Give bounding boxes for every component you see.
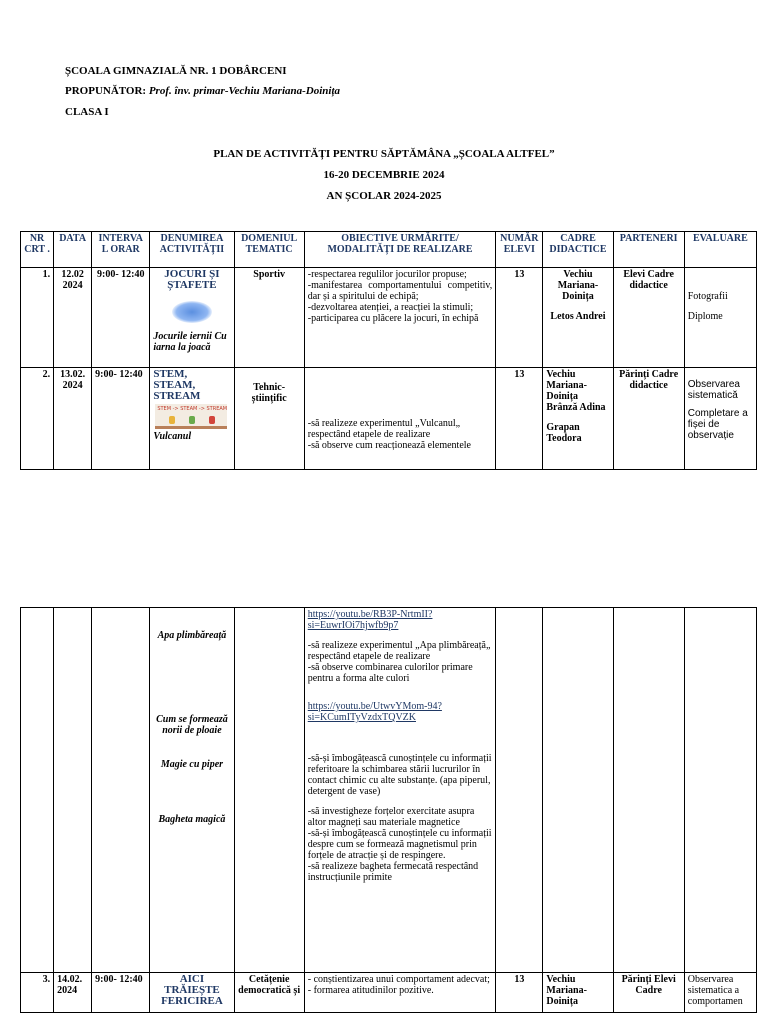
col-header-objectives: OBIECTIVE URMĂRITE/ MODALITĂȚI DE REALIZARE — [304, 232, 496, 268]
col-header-date: DATA — [54, 232, 92, 268]
table-row — [21, 608, 757, 973]
objective-item: -să realizeze bagheta fermecată respectând instrucțiunile primite — [307, 861, 479, 883]
row-domain: Cetățenie democratică și — [234, 973, 304, 1013]
activity-title: JOCURI ȘI ȘTAFETE — [164, 268, 220, 291]
evaluation-cell — [684, 368, 756, 470]
proposer-line — [65, 85, 340, 97]
plan-title: PLAN DE ACTIVITĂȚI PENTRU SĂPTĂMÂNA „ȘCOALA ALTFEL” — [213, 148, 555, 160]
col-header-teachers: CADRE DIDACTICE — [543, 232, 613, 268]
activity-subtitle: Apa plimbăreață — [157, 630, 227, 641]
row-number: 2. — [21, 368, 54, 470]
class-name: CLASA I — [65, 106, 109, 118]
row-partners: Elevi Cadre didactice — [613, 268, 684, 368]
col-header-domain: DOMENIUL TEMATIC — [234, 232, 304, 268]
table-row — [21, 368, 757, 470]
evaluation-cell — [684, 268, 756, 368]
row-date: 12.02 2024 — [54, 268, 92, 368]
objective-item: - formarea atitudinilor pozitive. — [307, 985, 434, 996]
teacher-name: Vechiu Mariana-Doinița — [543, 973, 613, 1013]
teacher-name: Grapan Teodora — [546, 422, 582, 444]
row-domain: Tehnic-științific — [234, 368, 304, 470]
objective-item: -să observe combinarea culorilor primare pentru a forma alte culori — [307, 662, 473, 684]
objective-item: -să-și îmbogățească cunoștințele cu informații despre cum se formează magnetismul prin forțele de atracție și de respingere. — [307, 828, 492, 861]
activity-cell — [150, 368, 234, 470]
row-time: 9:00- 12:40 — [92, 268, 150, 368]
table-header-row — [21, 232, 757, 268]
objective-item: -să realizeze experimentul „Apa plimbăreață„ respectând etapele de realizare — [307, 640, 491, 662]
proposer-name: Prof. înv. primar-Vechiu Mariana-Doinița — [148, 85, 341, 97]
row-date: 14.02. 2024 — [54, 973, 92, 1013]
stem-image-icon — [155, 404, 227, 429]
evaluation-item: Fotografii — [687, 291, 728, 302]
plan-dates: 16-20 DECEMBRIE 2024 — [323, 169, 445, 181]
teachers-cell — [543, 368, 613, 470]
row-number: 3. — [21, 973, 54, 1013]
school-year: AN ȘCOLAR 2024-2025 — [326, 190, 442, 202]
row-partners: Părinți Cadre didactice — [613, 368, 684, 470]
objective-item: -să realizeze experimentul „Vulcanul„ respectând etapele de realizare — [307, 418, 461, 440]
objectives-cell — [304, 368, 496, 470]
evaluation-item: Completare a fișei de observație — [687, 408, 748, 441]
objective-item: - conștientizarea unui comportament adecvat; — [307, 974, 490, 985]
objective-item: -să observe cum reacționează elementele — [307, 440, 471, 451]
activity-cell — [150, 268, 234, 368]
objective-item: -respectarea regulilor jocurilor propuse; — [307, 269, 467, 280]
col-header-time: INTERVA L ORAR — [92, 232, 150, 268]
video-link[interactable]: https://youtu.be/UtwvYMom-94?si=KCumITyVzdxTQVZK — [307, 701, 442, 723]
teacher-name: Vechiu Mariana-Doinița — [557, 269, 599, 302]
evaluation-item: Observarea sistematică — [687, 379, 740, 401]
objectives-cell — [304, 608, 496, 973]
teacher-name: Vechiu Mariana-Doinița Brânză Adina — [546, 369, 606, 413]
row-time: 9:00- 12:40 — [92, 973, 150, 1013]
activity-subtitle: Jocurile iernii Cu iarna la joacă — [153, 331, 227, 353]
activity-subtitle: Bagheta magică — [158, 814, 226, 825]
video-link[interactable]: https://youtu.be/RB3P-NrtmII?si=EuwrIOi7hjwfb9p7 — [307, 609, 433, 631]
row-domain: Sportiv — [234, 268, 304, 368]
evaluation-item: Observarea sistematica a comportamen — [684, 973, 756, 1013]
activities-table-continued — [20, 607, 757, 1013]
table-row — [21, 268, 757, 368]
col-header-partners: PARTENERI — [613, 232, 684, 268]
row-students: 13 — [496, 973, 543, 1013]
row-time: 9:00- 12:40 — [92, 368, 150, 470]
col-header-nr: NR CRT . — [21, 232, 54, 268]
activity-title: AICI TRĂIEȘTE FERICIREA — [150, 973, 234, 1013]
activities-table — [20, 231, 757, 470]
objectives-cell — [304, 268, 496, 368]
objective-item: -dezvoltarea atenției, a reacției la stimuli; — [307, 302, 474, 313]
row-students: 13 — [496, 268, 543, 368]
teachers-cell — [543, 268, 613, 368]
table-row — [21, 973, 757, 1013]
activity-subtitle: Cum se formează norii de ploaie — [156, 714, 228, 736]
activity-subtitle: Vulcanul — [153, 431, 192, 442]
objective-item: -manifestarea comportamentului competitiv, dar și a spiritului de echipă; — [307, 280, 493, 302]
col-header-activity: DENUMIREA ACTIVITĂȚII — [150, 232, 234, 268]
activity-title: STEM, STEAM, STREAM — [153, 368, 201, 402]
objective-item: -să investigheze forțelor exercitate asupra altor magneți sau materiale magnetice — [307, 806, 475, 828]
proposer-label: PROPUNĂTOR: — [65, 85, 147, 97]
activity-subtitle: Magie cu piper — [160, 759, 224, 770]
objectives-cell — [304, 973, 496, 1013]
row-partners: Părinți Elevi Cadre — [613, 973, 684, 1013]
objective-item: -să-și îmbogățească cunoștințele cu informații referitoare la schimbarea stării lucrurilor în contact chimic cu alte substanțe. (apa piperul, detergent de vase) — [307, 753, 492, 797]
stem-image-caption: STEM -> STEAM -> STREAM — [157, 406, 228, 412]
objective-item: -participarea cu plăcere la jocuri, în echipă — [307, 313, 479, 324]
evaluation-item: Diplome — [687, 311, 723, 322]
row-date: 13.02. 2024 — [54, 368, 92, 470]
col-header-students: NUMĂR ELEVI — [496, 232, 543, 268]
teacher-name: Letos Andrei — [550, 311, 606, 322]
snow-image-icon — [172, 301, 212, 323]
row-students: 13 — [496, 368, 543, 470]
school-name: ȘCOALA GIMNAZIALĂ NR. 1 DOBÂRCENI — [65, 65, 287, 77]
col-header-evaluation: EVALUARE — [684, 232, 756, 268]
activity-cell — [150, 608, 234, 973]
row-number: 1. — [21, 268, 54, 368]
